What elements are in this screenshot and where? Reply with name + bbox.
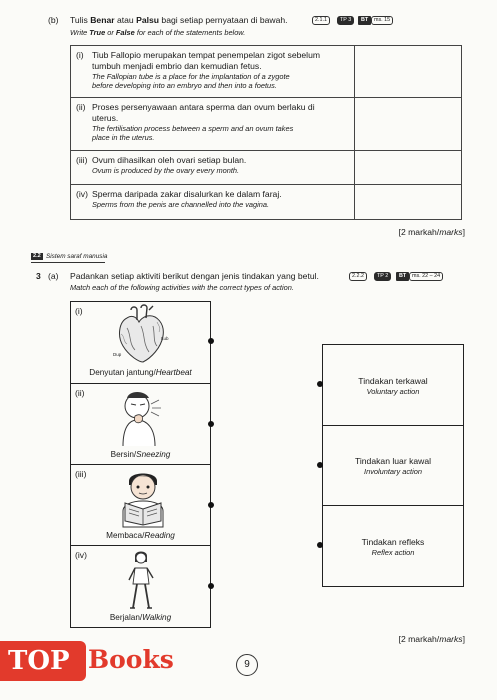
badge-standard: 2.1.1 xyxy=(312,16,330,25)
badge-tp: TP 2 xyxy=(374,272,391,281)
statement-text-en: The Fallopian tube is a place for the implantation of a zygote xyxy=(92,72,290,81)
action-match-dot[interactable] xyxy=(317,542,323,548)
activity-caption: Berjalan/Walking xyxy=(109,613,172,622)
action-match-dot[interactable] xyxy=(317,381,323,387)
activity-number: (iii) xyxy=(75,469,87,479)
activity-heartbeat xyxy=(71,302,210,384)
question-number: 3 xyxy=(36,271,41,281)
action-label: Tindakan refleks xyxy=(361,537,425,547)
part-b-label: (b) xyxy=(48,15,59,25)
activity-caption: Denyutan jantung/Heartbeat xyxy=(89,368,192,377)
q3-part-label: (a) xyxy=(48,271,59,281)
part-b-instruction-en: Write True or False for each of the statements below. xyxy=(70,28,246,37)
statement-number: (iv) xyxy=(76,189,88,199)
action-label-en: Reflex action xyxy=(371,548,415,557)
statement-text: tumbuh menjadi embrio dan kemudian fetus. xyxy=(92,61,262,71)
activity-caption: Membaca/Reading xyxy=(106,531,175,540)
badge-page-ref: ms. 15 xyxy=(371,16,393,25)
statement-text: uterus. xyxy=(92,113,119,123)
activity-match-dot[interactable] xyxy=(208,338,214,344)
action-label-en: Voluntary action xyxy=(366,387,420,396)
q3-instruction: Padankan setiap aktiviti berikut dengan jenis tindakan yang betul. xyxy=(70,271,319,281)
badge-standard: 2.2.2 xyxy=(349,272,367,281)
answer-cell[interactable] xyxy=(355,46,462,98)
answer-cell[interactable] xyxy=(355,151,462,185)
action-voluntary xyxy=(323,345,463,426)
activities-column xyxy=(70,301,211,628)
badge-page-ref: ms. 22 – 24 xyxy=(409,272,443,281)
action-label: Tindakan luar kawal xyxy=(354,456,432,466)
action-label-en: Involuntary action xyxy=(364,467,422,476)
statement-text: Proses persenyawaan antara sperma dan ovum berlaku di xyxy=(92,102,315,112)
activity-caption: Bersin/Sneezing xyxy=(110,450,171,459)
statement-number: (iii) xyxy=(76,155,88,165)
logo-top-badge xyxy=(0,641,86,681)
answer-cell[interactable] xyxy=(355,98,462,151)
statement-text: Sperma daripada zakar disalurkan ke dalam faraj. xyxy=(92,189,282,199)
statement-text: Ovum dihasilkan oleh ovari setiap bulan. xyxy=(92,155,247,165)
section-title: Sistem saraf manusia xyxy=(46,253,108,260)
logo-top-text: TOP xyxy=(8,646,70,676)
statement-text: Tiub Fallopio merupakan tempat penempelan zigot sebelum xyxy=(92,50,321,60)
statement-text-en: Sperms from the penis are channelled into the vagina. xyxy=(92,200,270,209)
badge-bt: BT xyxy=(396,272,409,281)
activity-match-dot[interactable] xyxy=(208,583,214,589)
q3-marks: [2 markah/marks] xyxy=(398,634,465,644)
actions-column xyxy=(322,344,464,587)
action-match-dot[interactable] xyxy=(317,462,323,468)
part-b-marks: [2 markah/marks] xyxy=(398,227,465,237)
activity-number: (i) xyxy=(75,306,83,316)
activity-reading xyxy=(71,465,210,546)
page-number: 9 xyxy=(236,654,258,676)
section-underline xyxy=(31,262,105,263)
section-code-badge: 2.2 xyxy=(33,253,41,259)
badge-bt: BT xyxy=(358,16,371,25)
activity-sneezing xyxy=(71,384,210,465)
activity-walking xyxy=(71,546,210,627)
statement-text-en: Ovum is produced by the ovary every month. xyxy=(92,166,240,175)
activity-match-dot[interactable] xyxy=(208,502,214,508)
action-label: Tindakan terkawal xyxy=(358,376,428,386)
reading-boy-icon xyxy=(117,467,169,529)
statement-number: (i) xyxy=(76,50,84,60)
statement-text-en: The fertilisation process between a sperm and an ovum takes xyxy=(92,124,294,133)
action-reflex xyxy=(323,506,463,586)
sneezing-person-icon xyxy=(115,388,171,446)
activity-number: (iv) xyxy=(75,550,87,560)
q3-instruction-en: Match each of the following activities with the correct types of action. xyxy=(70,283,294,292)
statement-text-en: place in the uterus. xyxy=(92,133,155,142)
action-involuntary xyxy=(323,426,463,506)
statement-text-en: before developing into an embryo and then into a foetus. xyxy=(92,81,277,90)
badge-tp: TP 3 xyxy=(337,16,354,25)
part-b-instruction: Tulis Benar atau Palsu bagi setiap pernyataan di bawah. xyxy=(70,15,288,25)
statement-number: (ii) xyxy=(76,102,86,112)
activity-match-dot[interactable] xyxy=(208,421,214,427)
logo-books-text: Books xyxy=(88,645,174,674)
walking-girl-icon xyxy=(125,550,157,612)
heart-label-lub: Lub xyxy=(161,336,169,341)
statements-table xyxy=(70,45,462,220)
activity-number: (ii) xyxy=(75,388,85,398)
answer-cell[interactable] xyxy=(355,185,462,220)
heart-label-dup: Dup xyxy=(113,352,122,357)
